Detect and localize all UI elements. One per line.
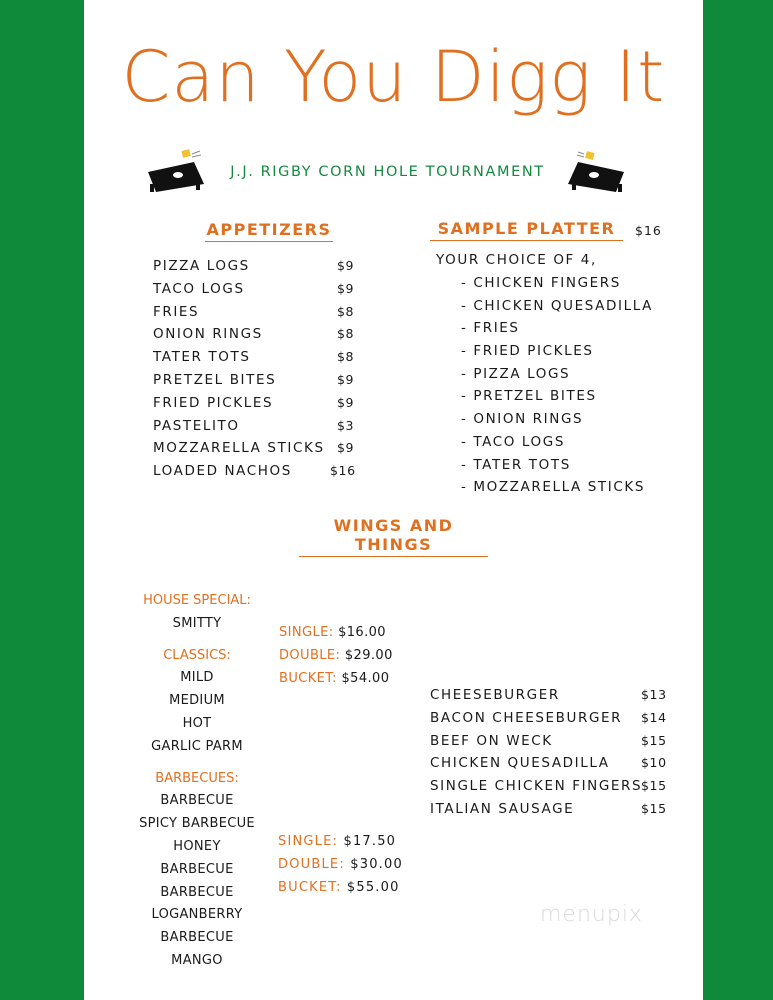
cornhole-board-icon [564, 148, 628, 194]
item-price: $8 [337, 303, 355, 319]
item-name: CHICKEN QUESADILLA [430, 755, 610, 772]
menu-item [430, 710, 665, 733]
item-price: $9 [337, 280, 355, 296]
item-name: LOADED NACHOS [153, 463, 292, 480]
menu-item [153, 304, 363, 327]
item-price: $15 [641, 800, 667, 816]
menu-item [430, 733, 665, 756]
platter-option: - PIZZA LOGS [461, 365, 571, 382]
wing-flavor: MILD [180, 670, 214, 686]
tier-price: $54.00 [341, 670, 390, 686]
platter-option: - CHICKEN FINGERS [461, 275, 621, 291]
menu-item [430, 801, 665, 824]
appetizers-list [153, 258, 363, 486]
item-price: $8 [337, 349, 355, 365]
menu-item [153, 463, 363, 486]
tier-label: BUCKET: [278, 879, 342, 895]
item-name: MOZZARELLA STICKS [153, 440, 325, 457]
wing-flavor: SMITTY [172, 615, 222, 631]
wing-prices-tier-1 [279, 622, 393, 690]
tier-price: $16.00 [338, 625, 386, 640]
menu-item [153, 258, 363, 281]
item-price: $16 [330, 463, 356, 479]
platter-option: - TACO LOGS [461, 433, 565, 450]
wing-flavor: SPICY BARBECUE [139, 816, 255, 832]
platter-option: - FRIES [461, 320, 520, 337]
event-subtitle: J.J. RIGBY CORN HOLE TOURNAMENT [230, 164, 545, 180]
wing-flavors [130, 590, 264, 973]
tier-row [279, 645, 393, 668]
item-name: FRIES [153, 303, 200, 320]
wing-flavor: MEDIUM [169, 693, 225, 709]
platter-option: - MOZZARELLA STICKS [461, 479, 646, 496]
menu-item [430, 687, 665, 710]
tier-row [278, 877, 403, 900]
wings-heading: WINGS AND THINGS [299, 516, 488, 557]
right-green-border [703, 0, 773, 1000]
menu-item [430, 755, 665, 778]
item-name: PASTELITO [153, 417, 240, 434]
menu-item [153, 440, 363, 463]
menu-item [153, 418, 363, 441]
wing-flavor: BARBECUE [160, 930, 234, 946]
platter-intro: YOUR CHOICE OF 4, [436, 252, 597, 268]
platter-option: - TATER TOTS [461, 456, 571, 473]
menu-title: Can You Digg It [121, 36, 666, 118]
tier-price: $55.00 [346, 879, 400, 895]
item-price: $13 [641, 687, 667, 702]
item-name: ONION RINGS [153, 326, 263, 343]
watermark-logo: menupix [540, 902, 643, 927]
tier-price: $29.00 [344, 647, 393, 663]
tier-row [278, 831, 403, 854]
tier-row [278, 854, 403, 877]
item-name: TATER TOTS [153, 349, 251, 366]
tier-label: SINGLE: [279, 625, 334, 640]
tier-price: $30.00 [350, 856, 403, 872]
menu-item [153, 372, 363, 395]
item-name: PRETZEL BITES [153, 371, 277, 388]
item-price: $3 [337, 417, 355, 433]
menu-item [153, 349, 363, 372]
wing-prices-tier-2 [278, 831, 403, 899]
item-price: $9 [337, 440, 355, 456]
item-name: SINGLE CHICKEN FINGERS [430, 778, 643, 795]
platter-options-list [461, 275, 653, 502]
item-name: TACO LOGS [153, 280, 245, 297]
wing-flavor: BARBECUE [160, 861, 234, 877]
platter-option: - CHICKEN QUESADILLA [461, 297, 653, 314]
wing-flavor: GARLIC PARM [151, 738, 243, 754]
item-price: $9 [337, 394, 355, 410]
wing-flavor: BARBECUE [160, 884, 234, 900]
wing-flavor: BARBECUE [160, 793, 234, 809]
tier-row [279, 668, 393, 691]
item-price: $10 [641, 755, 667, 771]
item-name: BEEF ON WECK [430, 732, 553, 749]
item-price: $8 [337, 326, 355, 342]
item-price: $15 [641, 778, 667, 794]
sample-platter-price: $16 [635, 223, 662, 238]
platter-option: - ONION RINGS [461, 411, 584, 428]
cornhole-board-icon [144, 148, 208, 194]
wing-flavor: HONEY [173, 838, 221, 854]
platter-option: - PRETZEL BITES [461, 388, 597, 405]
house-special-label: HOUSE SPECIAL: [143, 593, 251, 608]
classics-label: CLASSICS: [163, 647, 231, 663]
item-name: CHEESEBURGER [430, 687, 560, 703]
platter-option: - FRIED PICKLES [461, 343, 594, 360]
menu-item [153, 395, 363, 418]
tier-label: DOUBLE: [279, 647, 341, 663]
tier-row [279, 622, 393, 645]
item-price: $15 [641, 732, 667, 748]
tier-label: SINGLE: [278, 834, 339, 849]
tier-label: DOUBLE: [278, 856, 345, 872]
wing-flavor: LOGANBERRY [151, 907, 243, 923]
sandwiches-list [430, 687, 665, 824]
item-name: ITALIAN SAUSAGE [430, 800, 575, 817]
menu-item [153, 326, 363, 349]
appetizers-heading: APPETIZERS [205, 220, 333, 242]
item-price: $9 [337, 258, 355, 273]
item-price: $9 [337, 371, 355, 387]
item-name: FRIED PICKLES [153, 394, 274, 411]
left-green-border [0, 0, 84, 1000]
barbecues-label: BARBECUES: [155, 770, 239, 786]
item-name: BACON CHEESEBURGER [430, 709, 623, 726]
wing-flavor: MANGO [171, 952, 223, 968]
menu-item [153, 281, 363, 304]
item-price: $14 [641, 709, 667, 725]
menu-item [430, 778, 665, 801]
wing-flavor: HOT [182, 715, 212, 731]
tier-price: $17.50 [343, 834, 397, 849]
item-name: PIZZA LOGS [153, 258, 250, 274]
sample-platter-heading: SAMPLE PLATTER [430, 219, 623, 241]
tier-label: BUCKET: [279, 670, 337, 686]
